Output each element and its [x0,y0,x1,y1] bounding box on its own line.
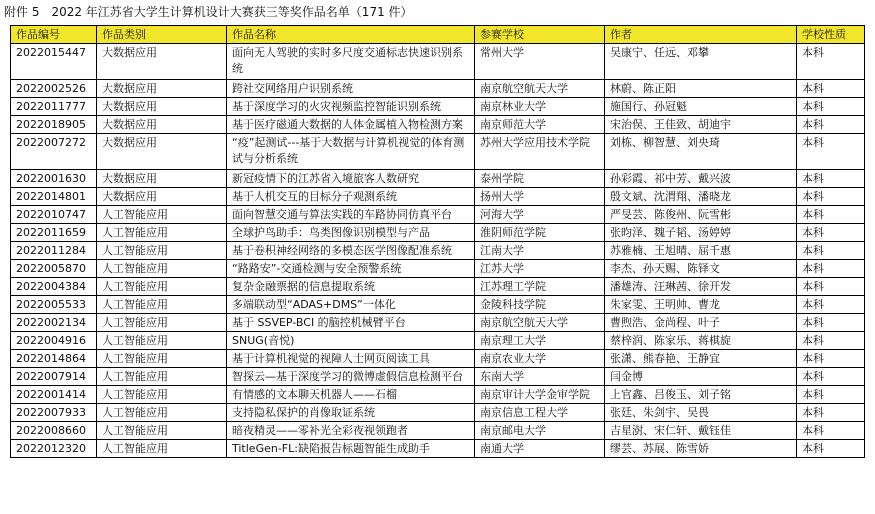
school-cell: 金陵科技学院 [475,296,605,314]
header-school-type: 学校性质 [797,26,865,44]
school-type-cell: 本科 [797,314,865,332]
header-entry-name: 作品名称 [227,26,475,44]
table-body [11,44,865,458]
school-cell: 南京审计大学金审学院 [475,386,605,404]
entry-name-cell: 支持隐私保护的肖像取证系统 [227,404,475,422]
authors-cell: 张廷、朱剑宇、吴畏 [605,404,797,422]
entry-id-cell: 2022004916 [11,332,97,350]
school-type-cell: 本科 [797,224,865,242]
authors-cell: 上官鑫、吕俊玉、刘子铭 [605,386,797,404]
entry-id-cell: 2022002134 [11,314,97,332]
table-row [11,314,865,332]
entry-name-cell: 暗夜精灵——零补光全彩夜视领跑者 [227,422,475,440]
category-cell: 人工智能应用 [97,440,227,458]
school-type-cell: 本科 [797,296,865,314]
category-cell: 人工智能应用 [97,242,227,260]
school-type-cell: 本科 [797,134,865,170]
authors-cell: 张潇、熊春艳、王静宜 [605,350,797,368]
authors-cell: 曹煦浩、金尚程、叶子 [605,314,797,332]
category-cell: 大数据应用 [97,98,227,116]
entry-name-cell: 面向无人驾驶的实时多尺度交通标志快速识别系统 [227,44,475,80]
school-cell: 南京林业大学 [475,98,605,116]
entry-name-cell: TitleGen-FL:缺陷报告标题智能生成助手 [227,440,475,458]
school-cell: 南京师范大学 [475,116,605,134]
authors-cell: 施国行、孙冠魁 [605,98,797,116]
entry-id-cell: 2022012320 [11,440,97,458]
entry-name-cell: 多端联动型“ADAS+DMS”一体化 [227,296,475,314]
authors-cell: 吉星澍、宋仁轩、戴钰佳 [605,422,797,440]
table-row [11,386,865,404]
category-cell: 人工智能应用 [97,206,227,224]
table-row [11,260,865,278]
entry-name-cell: 跨社交网络用户识别系统 [227,80,475,98]
authors-cell: 苏雅楠、王旭晴、屈千惠 [605,242,797,260]
document-caption: 附件 5 2022 年江苏省大学生计算机设计大赛获三等奖作品名单（171 件） [4,5,413,19]
authors-cell: 殷文斌、沈渭翔、潘晓龙 [605,188,797,206]
school-cell: 泰州学院 [475,170,605,188]
school-type-cell: 本科 [797,98,865,116]
header-row [11,26,865,44]
table-row [11,224,865,242]
table-row [11,440,865,458]
header-category: 作品类别 [97,26,227,44]
school-cell: 南京航空航天大学 [475,80,605,98]
authors-cell: 朱家雯、王明帅、曹龙 [605,296,797,314]
entry-id-cell: 2022007914 [11,368,97,386]
school-type-cell: 本科 [797,170,865,188]
category-cell: 人工智能应用 [97,260,227,278]
table-row [11,368,865,386]
entry-id-cell: 2022010747 [11,206,97,224]
entry-id-cell: 2022015447 [11,44,97,80]
table-row [11,206,865,224]
header-entry-id: 作品编号 [11,26,97,44]
authors-cell: 潘雄涛、汪琳茜、徐开发 [605,278,797,296]
table-row [11,98,865,116]
entry-name-cell: 基于医疗磁通大数据的人体金属植入物检测方案 [227,116,475,134]
table-row [11,134,865,170]
category-cell: 大数据应用 [97,188,227,206]
school-type-cell: 本科 [797,242,865,260]
table-row [11,332,865,350]
category-cell: 大数据应用 [97,80,227,98]
entry-id-cell: 2022007272 [11,134,97,170]
school-type-cell: 本科 [797,386,865,404]
authors-cell: 孙彩霞、祁中芳、戴兴波 [605,170,797,188]
authors-cell: 蔡梓润、陈家乐、蒋棋旋 [605,332,797,350]
school-type-cell: 本科 [797,368,865,386]
entry-name-cell: 智探云—基于深度学习的微博虚假信息检测平台 [227,368,475,386]
entry-name-cell: “疫”起测试---基于大数据与计算机视觉的体育测试与分析系统 [227,134,475,170]
school-cell: 南京邮电大学 [475,422,605,440]
entry-name-cell: 基于卷积神经网络的多模态医学图像配准系统 [227,242,475,260]
school-cell: 河海大学 [475,206,605,224]
category-cell: 大数据应用 [97,134,227,170]
category-cell: 大数据应用 [97,116,227,134]
entry-id-cell: 2022001414 [11,386,97,404]
category-cell: 人工智能应用 [97,314,227,332]
entry-name-cell: SNUG(音悦) [227,332,475,350]
school-type-cell: 本科 [797,44,865,80]
school-type-cell: 本科 [797,422,865,440]
entry-id-cell: 2022011659 [11,224,97,242]
authors-cell: 缪芸、苏展、陈雪娇 [605,440,797,458]
category-cell: 人工智能应用 [97,296,227,314]
entry-id-cell: 2022008660 [11,422,97,440]
entry-id-cell: 2022004384 [11,278,97,296]
entry-name-cell: 基于计算机视觉的视障人士网页阅读工具 [227,350,475,368]
entry-id-cell: 2022005870 [11,260,97,278]
school-cell: 江苏大学 [475,260,605,278]
entry-id-cell: 2022007933 [11,404,97,422]
authors-cell: 李杰、孙天赐、陈铎文 [605,260,797,278]
school-type-cell: 本科 [797,260,865,278]
school-type-cell: 本科 [797,350,865,368]
table-row [11,188,865,206]
category-cell: 人工智能应用 [97,332,227,350]
entry-name-cell: 基于深度学习的火灾视频监控智能识别系统 [227,98,475,116]
category-cell: 人工智能应用 [97,404,227,422]
entry-name-cell: 基于 SSVEP-BCI 的脑控机械臂平台 [227,314,475,332]
school-cell: 扬州大学 [475,188,605,206]
entry-id-cell: 2022011777 [11,98,97,116]
entry-id-cell: 2022001630 [11,170,97,188]
category-cell: 人工智能应用 [97,350,227,368]
school-type-cell: 本科 [797,188,865,206]
entry-id-cell: 2022011284 [11,242,97,260]
table-row [11,422,865,440]
school-type-cell: 本科 [797,440,865,458]
table-row [11,350,865,368]
category-cell: 人工智能应用 [97,224,227,242]
school-type-cell: 本科 [797,332,865,350]
school-type-cell: 本科 [797,80,865,98]
table-row [11,296,865,314]
category-cell: 大数据应用 [97,44,227,80]
category-cell: 人工智能应用 [97,386,227,404]
entry-name-cell: 基于人机交互的目标分子观测系统 [227,188,475,206]
school-cell: 南京航空航天大学 [475,314,605,332]
table-row [11,404,865,422]
school-type-cell: 本科 [797,278,865,296]
school-cell: 南通大学 [475,440,605,458]
entry-id-cell: 2022014864 [11,350,97,368]
entry-name-cell: 全球护鸟助手：鸟类图像识别模型与产品 [227,224,475,242]
school-cell: 江南大学 [475,242,605,260]
school-type-cell: 本科 [797,404,865,422]
school-cell: 南京理工大学 [475,332,605,350]
entry-name-cell: 有情感的文本聊天机器人——石榴 [227,386,475,404]
table-row [11,242,865,260]
authors-cell: 刘栋、柳智慧、刘央琦 [605,134,797,170]
header-school: 参赛学校 [475,26,605,44]
authors-cell: 张昀泽、魏子韬、汤婷婷 [605,224,797,242]
table-row [11,278,865,296]
entry-name-cell: 复杂金融票据的信息提取系统 [227,278,475,296]
entry-id-cell: 2022005533 [11,296,97,314]
entry-id-cell: 2022014801 [11,188,97,206]
entry-id-cell: 2022002526 [11,80,97,98]
authors-cell: 吴康宁、任远、邓攀 [605,44,797,80]
awards-table [10,25,865,458]
school-cell: 南京信息工程大学 [475,404,605,422]
category-cell: 人工智能应用 [97,278,227,296]
entry-name-cell: 新冠疫情下的江苏省入境旅客人数研究 [227,170,475,188]
authors-cell: 宋治俣、王佳致、胡迪宇 [605,116,797,134]
header-authors: 作者 [605,26,797,44]
school-cell: 江苏理工学院 [475,278,605,296]
authors-cell: 严旻芸、陈俊州、阮雪彬 [605,206,797,224]
category-cell: 人工智能应用 [97,368,227,386]
entry-name-cell: “路路安”-交通检测与安全预警系统 [227,260,475,278]
school-cell: 苏州大学应用技术学院 [475,134,605,170]
school-cell: 东南大学 [475,368,605,386]
entry-id-cell: 2022018905 [11,116,97,134]
school-cell: 常州大学 [475,44,605,80]
category-cell: 人工智能应用 [97,422,227,440]
authors-cell: 闫金博 [605,368,797,386]
table-row [11,116,865,134]
table-row [11,44,865,80]
school-type-cell: 本科 [797,206,865,224]
school-type-cell: 本科 [797,116,865,134]
authors-cell: 林蔚、陈正阳 [605,80,797,98]
table-row [11,170,865,188]
entry-name-cell: 面向智慧交通与算法实践的车路协同仿真平台 [227,206,475,224]
table-row [11,80,865,98]
category-cell: 大数据应用 [97,170,227,188]
school-cell: 淮阴师范学院 [475,224,605,242]
school-cell: 南京农业大学 [475,350,605,368]
